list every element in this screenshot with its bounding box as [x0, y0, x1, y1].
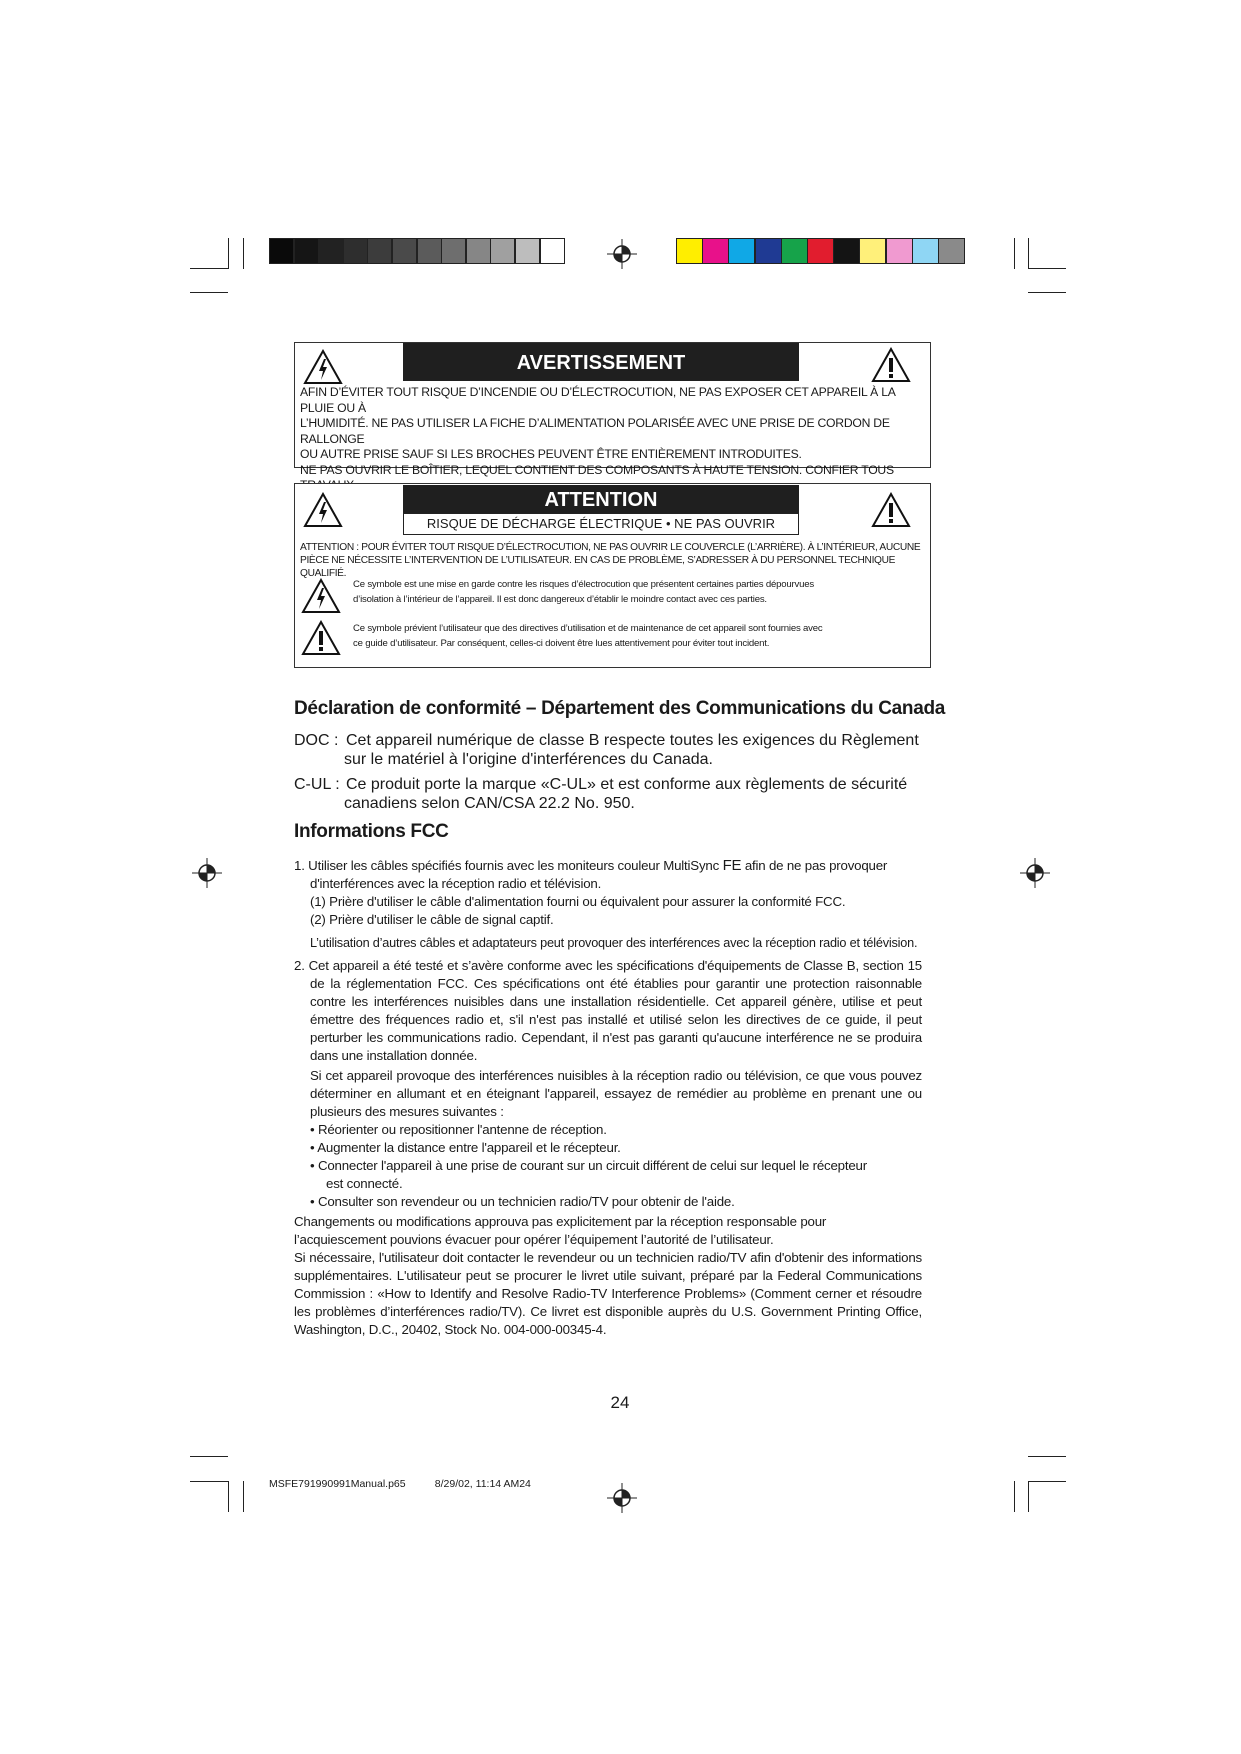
- symbol-lightning-description: [353, 577, 923, 607]
- lightning-warning-icon: [303, 492, 343, 528]
- color-swatch: [755, 238, 782, 264]
- exclamation-warning-icon: [301, 620, 341, 656]
- doc-line: sur le matériel à l'origine d'interférences du Canada.: [344, 751, 713, 768]
- fcc-bullet: • Augmenter la distance entre l'appareil et le récepteur.: [310, 1140, 621, 1155]
- doc-label: DOC :: [294, 732, 339, 749]
- footer-slug: MSFE791990991Manual.p65 8/29/02, 11:14 AM24: [269, 1478, 531, 1490]
- lightning-warning-icon: [301, 578, 341, 614]
- warning-line: NE PAS OUVRIR LE BOÎTIER, LEQUEL CONTIENT DES COMPOSANTS À HAUTE TENSION. CONFIER TOUS: [300, 462, 894, 477]
- attention-line: PIÈCE NE NÉCESSITE L’INTERVENTION DE L’UTILISATEUR. EN CAS DE PROBLÈME, S’ADRESSER À DU PERSONNEL TECHNIQUE QUALIFIÉ.: [300, 555, 896, 579]
- fcc-bullet: • Connecter l'appareil à une prise de courant sur un circuit différent de celui sur lequel le récepteur: [310, 1158, 867, 1173]
- attention-box: [294, 483, 931, 668]
- fcc-item-1-text: 1. Utiliser les câbles spécifiés fournis avec les moniteurs couleur MultiSync: [294, 858, 720, 873]
- product-code: FE: [722, 857, 742, 874]
- color-swatch: [859, 238, 886, 264]
- gray-swatch: [269, 238, 294, 264]
- fcc-bullet: • Consulter son revendeur ou un technicien radio/TV pour obtenir de l'aide.: [310, 1194, 735, 1209]
- color-swatch: [886, 238, 913, 264]
- fcc-item-1-text: afin de ne pas provoquer: [744, 858, 888, 873]
- gray-swatch: [318, 238, 343, 264]
- gray-swatch: [490, 238, 515, 264]
- warning-title: AVERTISSEMENT: [403, 343, 799, 381]
- exclamation-warning-icon: [871, 347, 911, 383]
- page-number: 24: [610, 1393, 630, 1412]
- fcc-item-2-continued: Si cet appareil provoque des interférences nuisibles à la réception radio ou télévision, ce que vous pouvez déterminer en allumant et en éteignant l'appareil, essayez de remédier au problème en prenant une ou plusieurs des mesures suivantes :: [310, 1068, 922, 1119]
- color-swatch: [807, 238, 834, 264]
- gray-swatch: [417, 238, 442, 264]
- warning-line: AFIN D’ÉVITER TOUT RISQUE D’INCENDIE OU D’ÉLECTROCUTION, NE PAS EXPOSER CET APPAREIL À LA PLUIE OU À: [300, 385, 895, 415]
- gray-swatch: [343, 238, 368, 264]
- exclamation-warning-icon: [871, 492, 911, 528]
- symbol-line: d’isolation à l’intérieur de l’appareil. Il est donc dangereux d’établir le moindre contact avec ces parties.: [353, 594, 767, 605]
- registration-mark-right: [1020, 858, 1050, 888]
- fcc-body: [294, 857, 922, 1339]
- warning-line: L’HUMIDITÉ. NE PAS UTILISER LA FICHE D’ALIMENTATION POLARISÉE AVEC UNE PRISE DE CORDON DE RALLONGE: [300, 416, 890, 446]
- color-swatch: [912, 238, 939, 264]
- fcc-heading: Informations FCC: [294, 821, 449, 842]
- registration-mark-top: [607, 239, 637, 269]
- declaration-heading: Déclaration de conformité – Département des Communications du Canada: [294, 698, 946, 719]
- fcc-bullet-continued: est connecté.: [326, 1176, 403, 1191]
- warning-line: OU AUTRE PRISE SAUF SI LES BROCHES PEUVENT ÊTRE ENTIÈREMENT INTRODUITES.: [300, 447, 802, 461]
- lightning-warning-icon: [303, 349, 343, 385]
- registration-mark-left: [192, 858, 222, 888]
- gray-swatch: [367, 238, 392, 264]
- symbol-exclamation-description: [353, 621, 923, 651]
- gray-swatch: [294, 238, 319, 264]
- color-swatch: [676, 238, 703, 264]
- fcc-final-paragraph: Si nécessaire, l'utilisateur doit contacter le revendeur ou un technicien radio/TV afin d'obtenir des informations supplémentaires. L'utilisateur peut se procurer le livret utile suivant, préparé par la Federal Communications Commission : «How to Identify and Resolve Radio-TV Interference Problems» (Comment cerner et résoudre les problèmes d’interférences radio/TV). Ce livret est disponible auprès du U.S. Government Printing Office, Washington, D.C., 20402, Stock No. 004-000-00345-4.: [294, 1250, 922, 1337]
- fcc-sub-item: (1) Prière d'utiliser le câble d'alimentation fourni ou équivalent pour assurer la conformité FCC.: [310, 894, 846, 909]
- color-swatch: [781, 238, 808, 264]
- attention-text: [300, 541, 924, 580]
- cul-label: C-UL :: [294, 776, 340, 793]
- gray-swatch: [515, 238, 540, 264]
- symbol-line: ce guide d’utilisateur. Par conséquent, celles-ci doivent être lues attentivement pour éviter tout incident.: [353, 638, 770, 649]
- fcc-bullet: • Réorienter ou repositionner l'antenne de réception.: [310, 1122, 607, 1137]
- gray-swatch: [466, 238, 491, 264]
- cul-line: canadiens selon CAN/CSA 22.2 No. 950.: [344, 795, 635, 812]
- symbol-line: Ce symbole prévient l’utilisateur que des directives d’utilisation et de maintenance de cet appareil sont fournies avec: [353, 623, 823, 634]
- fcc-note: L’utilisation d’autres câbles et adaptateurs peut provoquer des interférences avec la réception radio et télévision.: [310, 936, 918, 950]
- fcc-item-1-line: d'interférences avec la réception radio et télévision.: [310, 876, 602, 891]
- color-swatch: [728, 238, 755, 264]
- gray-swatch: [441, 238, 466, 264]
- fcc-item-2: 2. Cet appareil a été testé et s’avère conforme avec les spécifications d'équipements de Classe B, section 15 de la réglementation FCC. Ces spécifications ont été établies pour garantir une protection raisonnable contre les interférences nuisibles dans une installation résidentielle. Cet appareil génère, utilise et peut émettre des fréquences radio et, s'il n'est pas installé et utilisé selon les directives de ce guide, il peut perturber les communications radio. Cependant, il n'est pas garanti qu'aucune interférence ne se produira dans une installation donnée.: [294, 958, 922, 1063]
- fcc-item-1: [294, 857, 922, 875]
- registration-mark-bottom: [607, 1483, 637, 1513]
- gray-swatch: [540, 238, 565, 264]
- doc-line: Cet appareil numérique de classe B respecte toutes les exigences du Règlement: [346, 732, 919, 749]
- color-swatch: [702, 238, 729, 264]
- symbol-line: Ce symbole est une mise en garde contre les risques d’électrocution que présentent certaines parties dépourvues: [353, 579, 814, 590]
- fcc-changes: l’acquiescement pouvions évacuer pour opérer l’équipement l’autorité de l’utilisateur.: [294, 1232, 774, 1247]
- attention-subtitle: RISQUE DE DÉCHARGE ÉLECTRIQUE • NE PAS OUVRIR: [403, 513, 799, 535]
- color-swatch: [938, 238, 965, 264]
- warning-box: [294, 342, 931, 477]
- fcc-sub-item: (2) Prière d'utiliser le câble de signal captif.: [310, 912, 554, 927]
- attention-line: ATTENTION : POUR ÉVITER TOUT RISQUE D’ÉLECTROCUTION, NE PAS OUVRIR LE COUVERCLE (L’ARRIÈRE). À L’INTÉRIEUR, AUCUNE: [300, 542, 921, 553]
- attention-title: ATTENTION: [403, 485, 799, 513]
- fcc-changes: Changements ou modifications approuva pas explicitement par la réception responsable pour: [294, 1214, 827, 1229]
- gray-swatch: [392, 238, 417, 264]
- cul-line: Ce produit porte la marque «C-UL» et est conforme aux règlements de sécurité: [346, 776, 908, 793]
- color-swatch: [833, 238, 860, 264]
